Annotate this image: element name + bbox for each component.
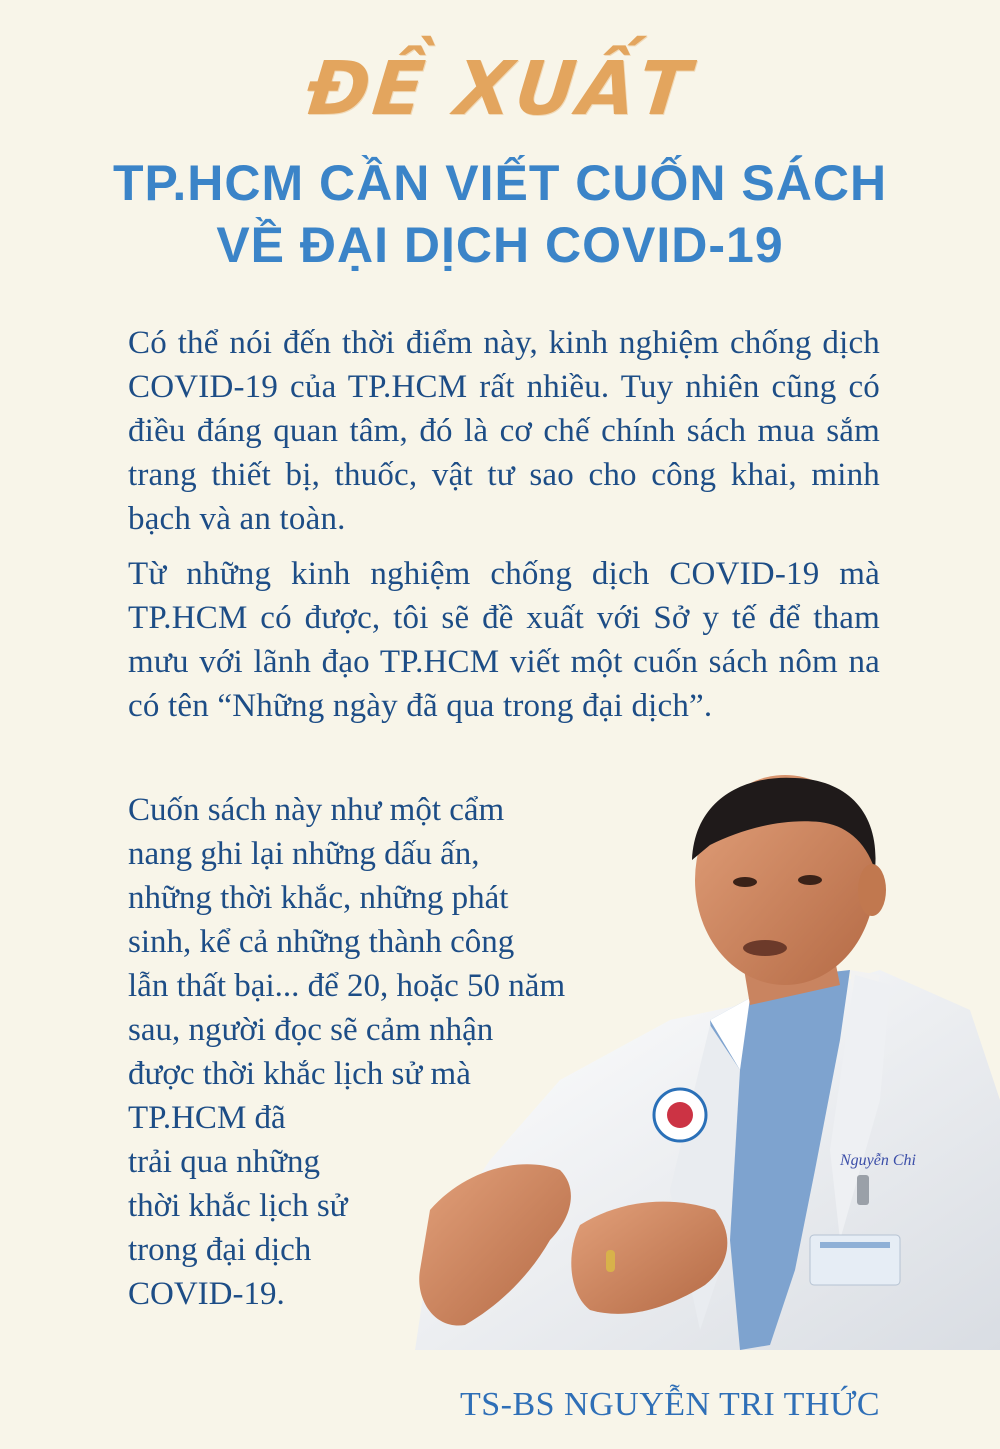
kicker-title: ĐỀ XUẤT (303, 46, 697, 132)
paragraph-3-line: nang ghi lại những dấu ấn, (128, 836, 480, 872)
paragraph-3-line: sau, người đọc sẽ cảm nhận (128, 1012, 494, 1048)
headline-line-2: VỀ ĐẠI DỊCH COVID-19 (216, 217, 784, 273)
svg-text:Nguyễn Chi: Nguyễn Chi (840, 1152, 916, 1169)
paragraph-3-line: trong đại dịch (128, 1232, 312, 1268)
paragraph-3-line: sinh, kể cả những thành công (128, 924, 515, 960)
headline-line-1: TP.HCM CẦN VIẾT CUỐN SÁCH (112, 155, 888, 211)
paragraph-2: Từ những kinh nghiệm chống dịch COVID-19 mà TP.HCM có được, tôi sẽ đề xuất với Sở y tế để tham mưu với lãnh đạo TP.HCM viết một cuốn sách nôm na có tên “Những ngày đã qua trong đại dịch”. (128, 556, 880, 724)
paragraph-3-line: Cuốn sách này như một cẩm (128, 792, 505, 828)
paragraph-3-line: những thời khắc, những phát (128, 880, 509, 916)
paragraph-3-line: thời khắc lịch sử (128, 1188, 348, 1224)
paragraph-1: Có thể nói đến thời điểm này, kinh nghiệm chống dịch COVID-19 của TP.HCM rất nhiều. Tuy nhiên cũng có điều đáng quan tâm, đó là cơ chế chính sách mua sắm trang thiết bị, thuốc, vật tư sao cho công khai, minh bạch và an toàn. (128, 325, 880, 537)
paragraph-3-line: được thời khắc lịch sử mà (128, 1056, 471, 1092)
doctor-portrait-photo (410, 770, 1000, 1350)
paragraph-3-line: COVID-19. (128, 1276, 285, 1312)
paragraph-3-line: lẫn thất bại... để 20, hoặc 50 năm (128, 968, 566, 1004)
headline (0, 152, 1000, 276)
author-byline: TS-BS NGUYỄN TRI THỨC (459, 1386, 880, 1423)
paragraph-3-line: trải qua những (128, 1144, 321, 1180)
paragraph-3-line: TP.HCM đã (128, 1100, 286, 1136)
